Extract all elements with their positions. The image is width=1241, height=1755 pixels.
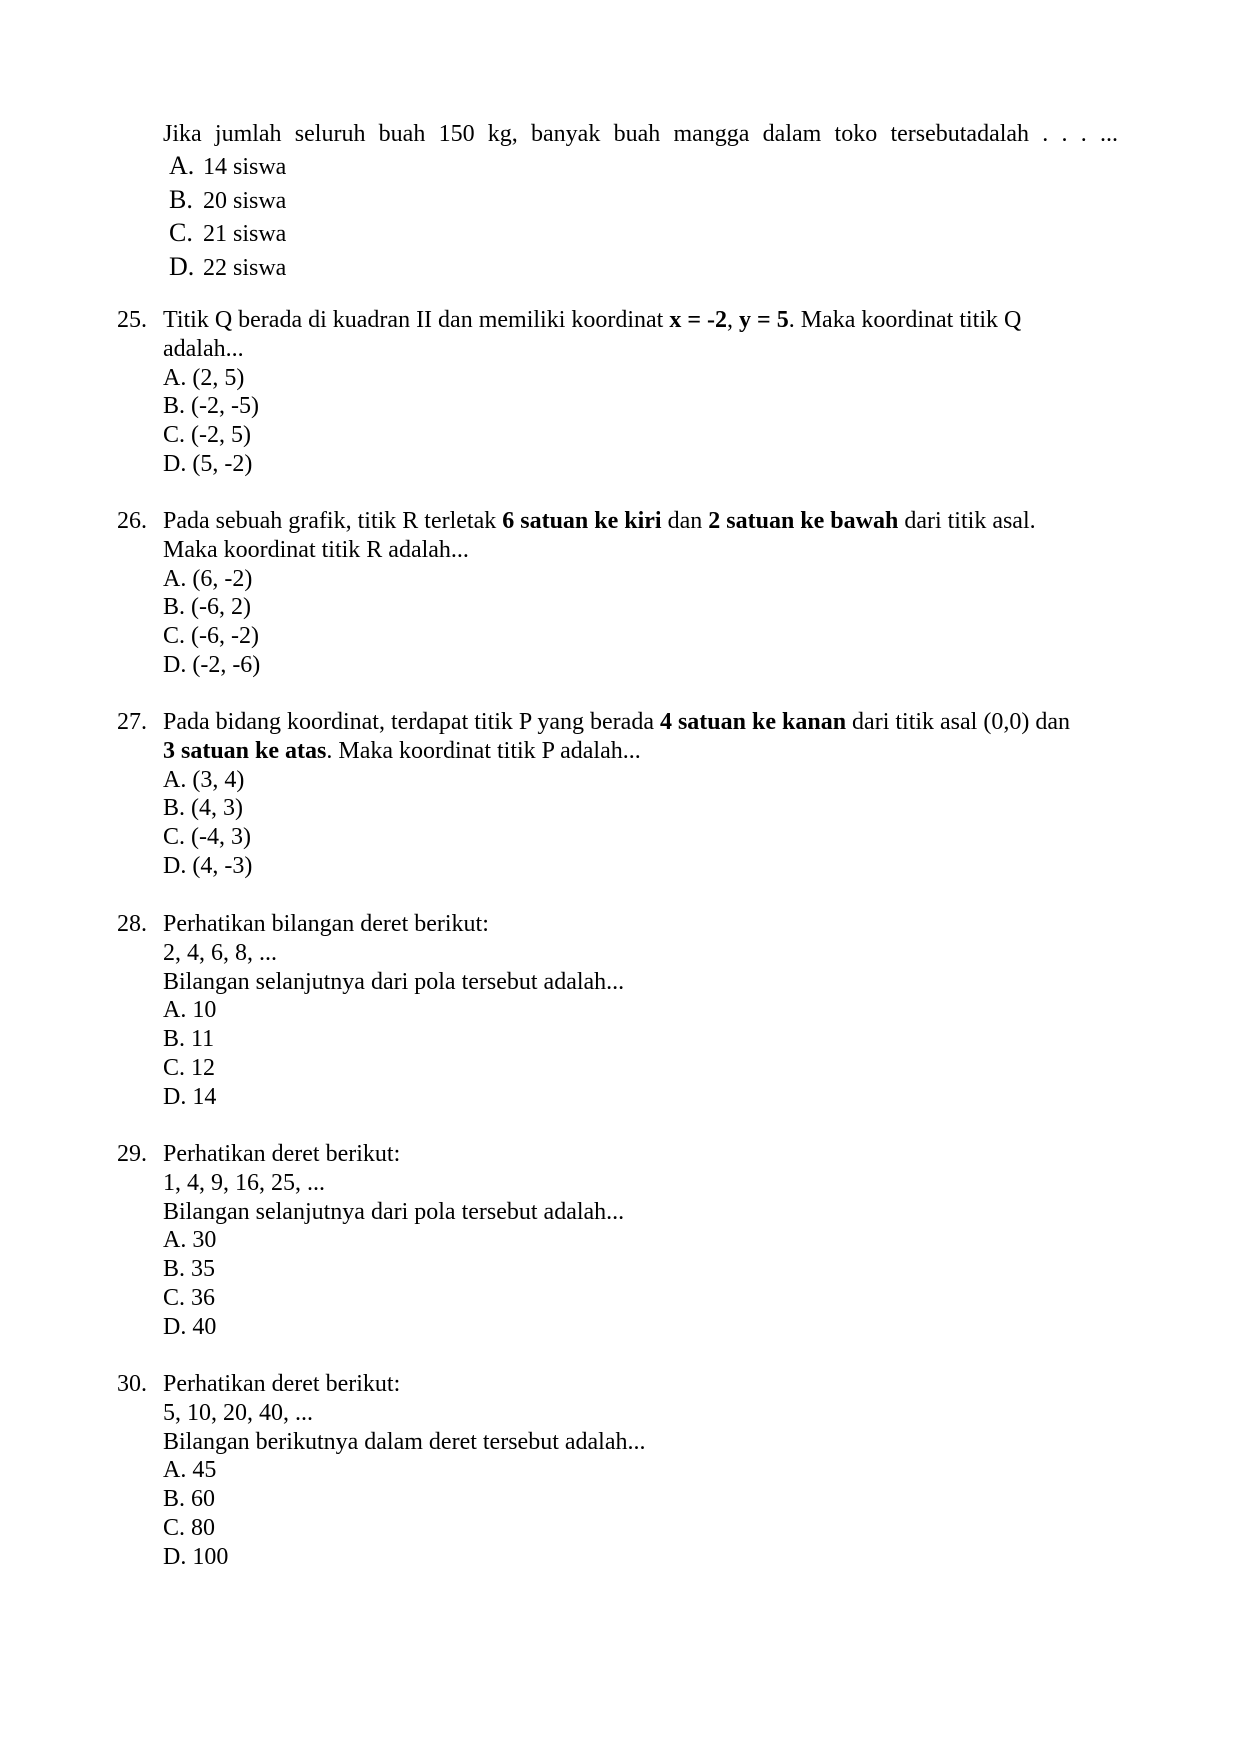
question-24-continuation bbox=[163, 118, 1118, 284]
option-a: A. (3, 4) bbox=[163, 766, 245, 793]
question-number: 28. bbox=[117, 911, 147, 937]
question-27 bbox=[117, 708, 1117, 881]
option-d: D. 22 siswa bbox=[169, 251, 287, 281]
option-b: B. 11 bbox=[163, 1026, 215, 1053]
option-b: B. 20 siswa bbox=[169, 184, 287, 214]
question-text: Perhatikan deret berikut: bbox=[163, 1141, 401, 1167]
number-sequence: 2, 4, 6, 8, ... bbox=[163, 939, 277, 966]
option-c: C. 12 bbox=[163, 1054, 216, 1081]
question-text: Jika jumlah seluruh buah 150 kg, banyak buah mangga dalam toko tersebutadalah . . . ... bbox=[163, 121, 1118, 147]
option-list bbox=[163, 150, 1118, 284]
question-number: 30. bbox=[117, 1371, 147, 1397]
option-d: D. 40 bbox=[163, 1313, 217, 1340]
question-29 bbox=[117, 1140, 1117, 1342]
option-c: C. (-4, 3) bbox=[163, 824, 251, 851]
option-a: A. (2, 5) bbox=[163, 364, 245, 391]
option-c: C. 21 siswa bbox=[169, 218, 287, 248]
question-number: 29. bbox=[117, 1141, 147, 1167]
question-number: 25. bbox=[117, 307, 147, 333]
option-d: D. (4, -3) bbox=[163, 852, 253, 879]
option-d: D. 14 bbox=[163, 1083, 217, 1110]
option-b: B. (4, 3) bbox=[163, 795, 243, 822]
question-body bbox=[163, 708, 1117, 881]
option-b: B. (-2, -5) bbox=[163, 393, 259, 420]
question-text: Pada sebuah grafik, titik R terletak 6 satuan ke kiri dan 2 satuan ke bawah dari titik asal. bbox=[163, 508, 1036, 534]
question-28 bbox=[117, 910, 1117, 1112]
option-b: B. 35 bbox=[163, 1256, 216, 1283]
option-c: C. (-6, -2) bbox=[163, 623, 259, 650]
option-c: C. 36 bbox=[163, 1284, 216, 1311]
option-c: C. (-2, 5) bbox=[163, 422, 251, 449]
option-b: B. 60 bbox=[163, 1486, 216, 1513]
question-text-continued: Maka koordinat titik R adalah... bbox=[163, 536, 469, 563]
question-prompt: Bilangan selanjutnya dari pola tersebut adalah... bbox=[163, 968, 625, 995]
question-prompt: Bilangan selanjutnya dari pola tersebut adalah... bbox=[163, 1198, 625, 1225]
option-a: A. 45 bbox=[163, 1457, 217, 1484]
option-d: D. 100 bbox=[163, 1543, 229, 1570]
question-body bbox=[163, 507, 1117, 680]
number-sequence: 1, 4, 9, 16, 25, ... bbox=[163, 1169, 325, 1196]
question-text: Perhatikan deret berikut: bbox=[163, 1371, 401, 1397]
question-25 bbox=[117, 306, 1117, 479]
option-a: A. (6, -2) bbox=[163, 565, 253, 592]
question-prompt: Bilangan berikutnya dalam deret tersebut adalah... bbox=[163, 1428, 646, 1455]
option-d: D. (5, -2) bbox=[163, 450, 253, 477]
option-a: A. 14 siswa bbox=[169, 151, 287, 180]
option-d: D. (-2, -6) bbox=[163, 651, 261, 678]
question-text: Pada bidang koordinat, terdapat titik P yang berada 4 satuan ke kanan dari titik asal (0,0) dan bbox=[163, 709, 1070, 735]
option-b: B. (-6, 2) bbox=[163, 594, 251, 621]
question-26 bbox=[117, 507, 1117, 680]
option-c: C. 80 bbox=[163, 1514, 216, 1541]
question-text-continued: 3 satuan ke atas. Maka koordinat titik P adalah... bbox=[163, 737, 641, 764]
question-body bbox=[163, 306, 1117, 479]
question-body bbox=[163, 1370, 1117, 1572]
question-text: Perhatikan bilangan deret berikut: bbox=[163, 911, 489, 937]
option-a: A. 30 bbox=[163, 1227, 217, 1254]
question-30 bbox=[117, 1370, 1117, 1572]
question-number: 27. bbox=[117, 709, 147, 735]
number-sequence: 5, 10, 20, 40, ... bbox=[163, 1399, 313, 1426]
question-text: Titik Q berada di kuadran II dan memiliki koordinat x = -2, y = 5. Maka koordinat titik Q bbox=[163, 307, 1022, 333]
question-body bbox=[163, 1140, 1117, 1342]
question-text-continued: adalah... bbox=[163, 335, 244, 362]
question-body bbox=[163, 910, 1117, 1112]
option-a: A. 10 bbox=[163, 997, 217, 1024]
question-number: 26. bbox=[117, 508, 147, 534]
